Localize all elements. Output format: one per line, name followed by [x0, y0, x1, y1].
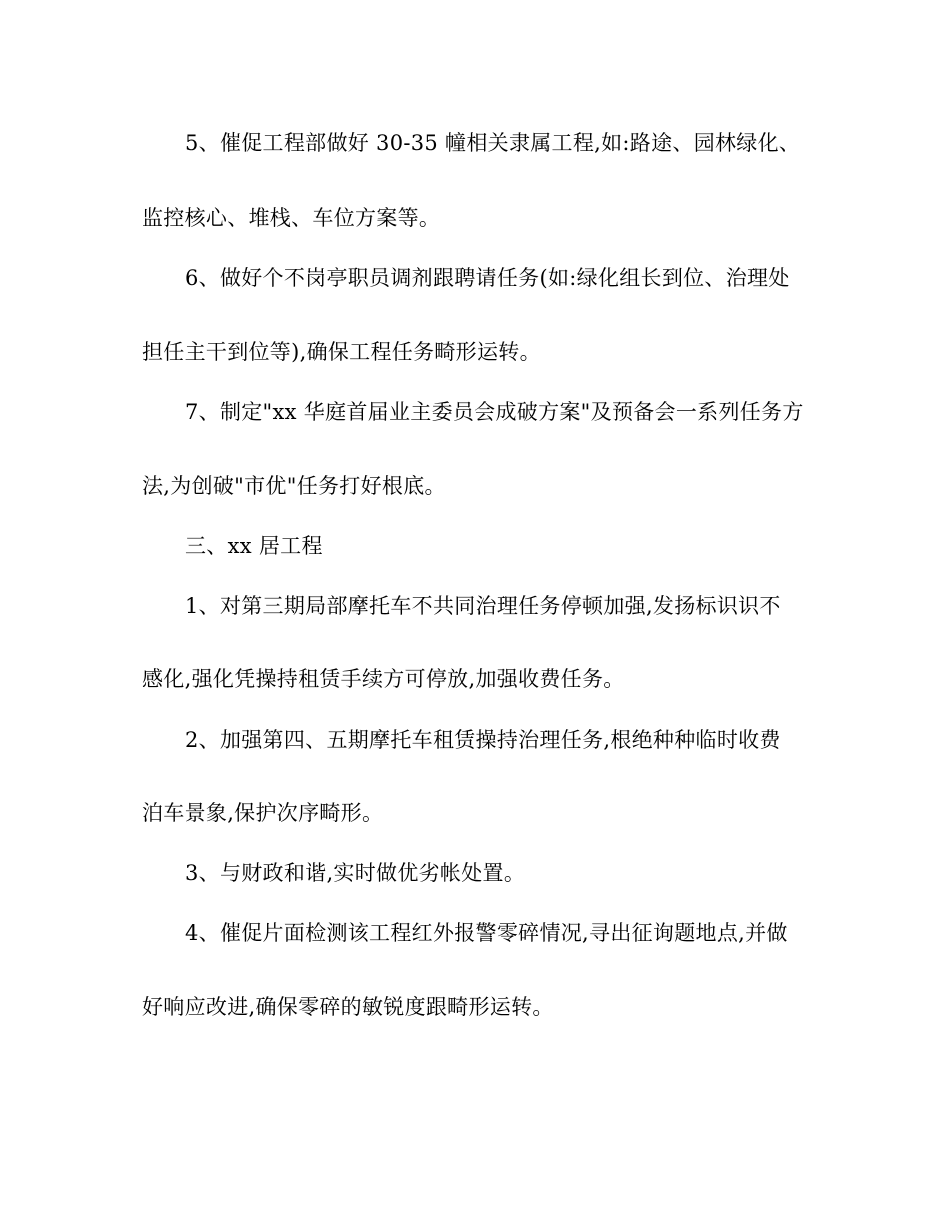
paragraph-line: 法,为创破"市优"任务打好根底。 [142, 474, 446, 498]
paragraph-line: 5、催促工程部做好 30-35 幢相关隶属工程,如:路途、园林绿化、 [185, 131, 801, 155]
paragraph-line: 感化,强化凭操持租赁手续方可停放,加强收费任务。 [142, 667, 625, 691]
paragraph-line: 7、制定"xx 华庭首届业主委员会成破方案"及预备会一系列任务方 [185, 400, 804, 424]
paragraph-line: 4、催促片面检测该工程红外报警零碎情况,寻出征询题地点,并做 [185, 921, 788, 945]
paragraph-line: 泊车景象,保护次序畸形。 [142, 801, 384, 825]
paragraph-line: 监控核心、堆栈、车位方案等。 [142, 206, 441, 230]
paragraph-line: 好响应改进,确保零碎的敏锐度跟畸形运转。 [142, 995, 554, 1019]
section-heading: 三、xx 居工程 [185, 534, 323, 558]
paragraph-line: 担任主干到位等),确保工程任务畸形运转。 [142, 340, 541, 364]
paragraph-line: 6、做好个不岗亭职员调剂跟聘请任务(如:绿化组长到位、治理处 [185, 266, 790, 290]
paragraph-line: 2、加强第四、五期摩托车租赁操持治理任务,根绝种种临时收费 [185, 728, 781, 752]
paragraph-line: 3、与财政和谐,实时做优劣帐处置。 [185, 861, 526, 885]
paragraph-line: 1、对第三期局部摩托车不共同治理任务停顿加强,发扬标识识不 [185, 594, 781, 618]
